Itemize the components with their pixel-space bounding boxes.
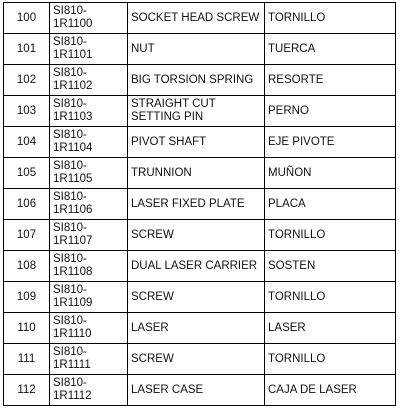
- item-number: 103: [4, 96, 50, 127]
- table-row: [4, 189, 396, 220]
- parts-table-body: [4, 3, 396, 406]
- table-row: [4, 34, 396, 65]
- part-description: NUT: [128, 34, 265, 65]
- item-number: 102: [4, 65, 50, 96]
- part-description-spanish: SOSTEN: [265, 251, 396, 282]
- part-code: SI810-1R1100: [50, 3, 128, 34]
- item-number: 100: [4, 3, 50, 34]
- part-description: TRUNNION: [128, 158, 265, 189]
- table-row: [4, 220, 396, 251]
- part-code: SI810-1R1110: [50, 313, 128, 344]
- table-row: [4, 251, 396, 282]
- table-row: [4, 158, 396, 189]
- part-description-spanish: TORNILLO: [265, 220, 396, 251]
- part-description: PIVOT SHAFT: [128, 127, 265, 158]
- item-number: 109: [4, 282, 50, 313]
- item-number: 111: [4, 344, 50, 375]
- part-description-spanish: EJE PIVOTE: [265, 127, 396, 158]
- item-number: 104: [4, 127, 50, 158]
- part-description: LASER FIXED PLATE: [128, 189, 265, 220]
- item-number: 112: [4, 375, 50, 406]
- item-number: 108: [4, 251, 50, 282]
- part-code: SI810-1R1106: [50, 189, 128, 220]
- part-description-spanish: TORNILLO: [265, 282, 396, 313]
- part-description: LASER: [128, 313, 265, 344]
- part-description-spanish: PERNO: [265, 96, 396, 127]
- part-description: SCREW: [128, 220, 265, 251]
- table-row: [4, 313, 396, 344]
- part-description-spanish: LASER: [265, 313, 396, 344]
- table-row: [4, 282, 396, 313]
- table-row: [4, 96, 396, 127]
- part-description: DUAL LASER CARRIER: [128, 251, 265, 282]
- item-number: 101: [4, 34, 50, 65]
- part-description-spanish: TORNILLO: [265, 344, 396, 375]
- part-code: SI810-1R1109: [50, 282, 128, 313]
- part-code: SI810-1R1102: [50, 65, 128, 96]
- part-code: SI810-1R1111: [50, 344, 128, 375]
- item-number: 105: [4, 158, 50, 189]
- part-description: LASER CASE: [128, 375, 265, 406]
- part-description-spanish: TUERCA: [265, 34, 396, 65]
- part-description: SOCKET HEAD SCREW: [128, 3, 265, 34]
- part-code: SI810-1R1107: [50, 220, 128, 251]
- part-description: SCREW: [128, 344, 265, 375]
- table-row: [4, 65, 396, 96]
- part-code: SI810-1R1108: [50, 251, 128, 282]
- table-row: [4, 375, 396, 406]
- table-row: [4, 127, 396, 158]
- part-code: SI810-1R1112: [50, 375, 128, 406]
- part-code: SI810-1R1104: [50, 127, 128, 158]
- part-description-spanish: PLACA: [265, 189, 396, 220]
- part-code: SI810-1R1105: [50, 158, 128, 189]
- table-row: [4, 344, 396, 375]
- part-description: SCREW: [128, 282, 265, 313]
- part-description-spanish: MUÑON: [265, 158, 396, 189]
- part-description-spanish: CAJA DE LASER: [265, 375, 396, 406]
- part-code: SI810-1R1103: [50, 96, 128, 127]
- part-description: STRAIGHT CUT SETTING PIN: [128, 96, 265, 127]
- parts-table: [3, 2, 396, 406]
- part-description-spanish: TORNILLO: [265, 3, 396, 34]
- item-number: 107: [4, 220, 50, 251]
- part-code: SI810-1R1101: [50, 34, 128, 65]
- item-number: 110: [4, 313, 50, 344]
- part-description-spanish: RESORTE: [265, 65, 396, 96]
- table-row: [4, 3, 396, 34]
- part-description: BIG TORSION SPRING: [128, 65, 265, 96]
- item-number: 106: [4, 189, 50, 220]
